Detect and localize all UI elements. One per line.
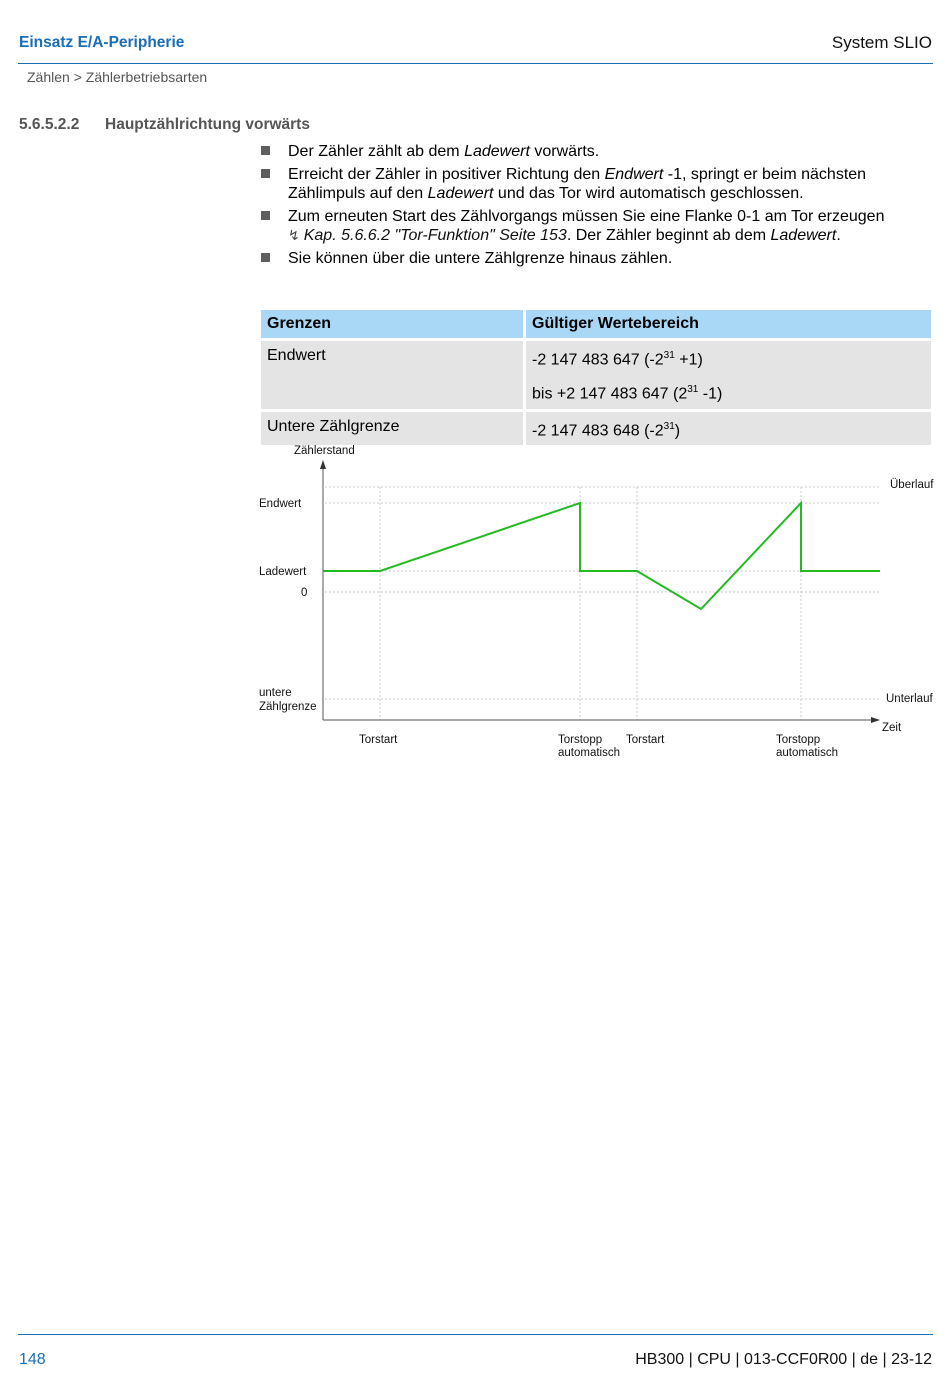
text: und das Tor wird automatisch geschlossen.	[493, 185, 804, 202]
text: . Der Zähler beginnt ab dem	[566, 227, 771, 244]
column-header-limits: Grenzen	[261, 310, 523, 338]
link-arrow-icon: ↯	[288, 227, 300, 243]
emphasis: Endwert	[604, 165, 664, 183]
y-axis-arrow-icon	[320, 460, 326, 469]
text: .	[836, 227, 841, 244]
text: Zum erneuten Start des Zählvorgangs müssen Sie eine Flanke 0-1 am Tor erzeugen	[288, 207, 885, 225]
chapter-title: Einsatz E/A-Peripherie	[19, 34, 185, 51]
cell-text: Untere Zählgrenze	[267, 417, 400, 435]
column-header-range: Gültiger Wertebereich	[526, 310, 931, 338]
text: vorwärts.	[529, 143, 600, 160]
lower-limit-label-line1: untere	[259, 687, 292, 699]
x-axis-label: Zeit	[882, 722, 902, 734]
zero-label: 0	[301, 587, 308, 599]
range-line: -2 147 483 648 $(-2^{31})$	[532, 420, 681, 439]
emphasis: Ladewert	[427, 185, 494, 202]
y-axis-label: Zählerstand	[294, 445, 355, 457]
event-label-torstopp1-line1: Torstopp	[558, 734, 603, 746]
counter-value-curve	[323, 503, 880, 609]
lower-limit-label-line2: Zählgrenze	[259, 701, 317, 713]
underflow-label: Unterlauf	[886, 693, 933, 705]
text: Der Zähler zählt ab dem	[288, 143, 465, 160]
endwert-label: Endwert	[259, 498, 302, 510]
section-title: Hauptzählrichtung vorwärts	[105, 116, 310, 133]
range-line: bis +2 147 483 647 ($2^{31}$ -1)	[532, 384, 723, 403]
event-label-torstopp2-line2: automatisch	[776, 747, 839, 759]
text: Erreicht der Zähler in positiver Richtung den	[288, 165, 605, 183]
x-axis-arrow-icon	[871, 717, 880, 723]
event-label-torstart1: Torstart	[359, 734, 398, 746]
cell-text: Endwert	[267, 347, 326, 364]
footer-divider	[18, 1334, 933, 1335]
event-label-torstopp2-line1: Torstopp	[776, 734, 821, 746]
emphasis: Ladewert	[770, 227, 837, 244]
range-line: -2 147 483 647 $(-2^{31} +1)$	[532, 350, 703, 369]
overflow-label: Überlauf	[890, 479, 934, 491]
reference-lines	[325, 487, 880, 720]
event-label-torstart2: Torstart	[626, 734, 665, 746]
product-name: System SLIO	[831, 33, 932, 52]
event-label-torstopp1-line2: automatisch	[558, 747, 621, 759]
text: Sie können über die untere Zählgrenze hinaus zählen.	[288, 249, 673, 267]
emphasis: Ladewert	[464, 143, 530, 160]
page-number: 148	[19, 1351, 46, 1368]
text: -1, springt er beim nächsten Zählimpuls auf den	[288, 165, 867, 202]
section-number: 5.6.5.2.2	[19, 116, 80, 133]
document-info: HB300 | CPU | 013-CCF0R00 | de | 23-12	[635, 1351, 932, 1368]
breadcrumb: Zählen > Zählerbetriebsarten	[27, 69, 208, 85]
chapter-link[interactable]: Kap. 5.6.6.2 "Tor-Funktion" Seite 153	[303, 227, 567, 244]
ladewert-label: Ladewert	[259, 566, 307, 578]
